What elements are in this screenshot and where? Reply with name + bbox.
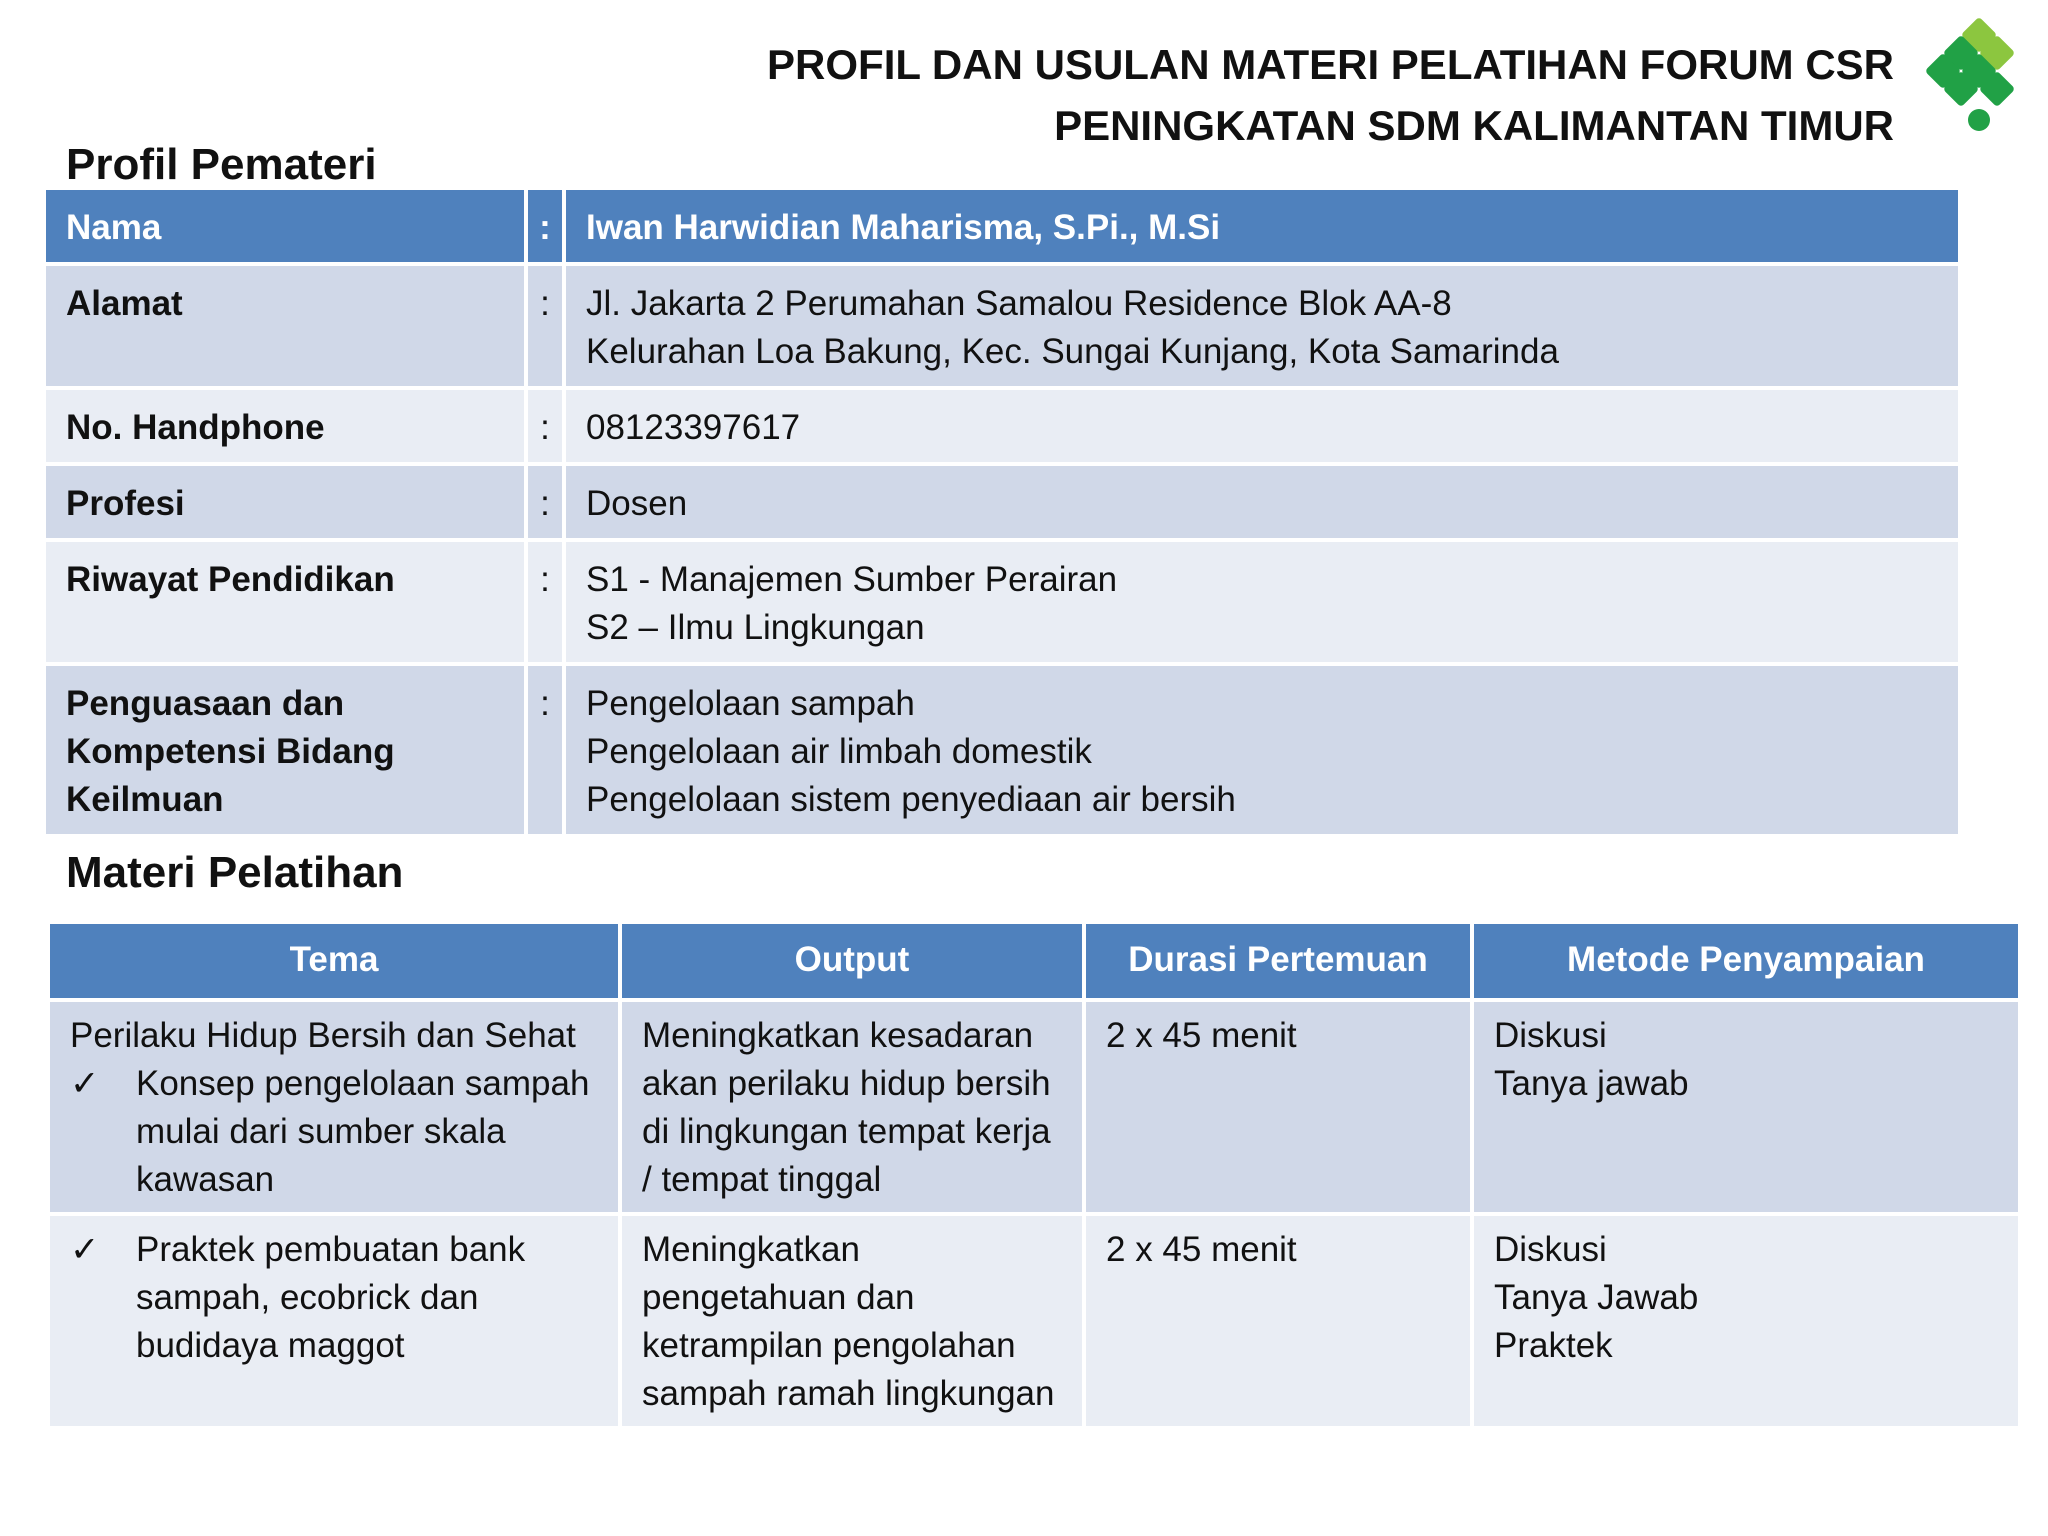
profile-value: Pengelolaan sampah Pengelolaan air limbah domestik Pengelolaan sistem penyediaan air bersih xyxy=(566,666,1958,834)
profile-value: 08123397617 xyxy=(566,390,1958,462)
check-icon: ✓ xyxy=(70,1064,100,1103)
durasi-cell: 2 x 45 menit xyxy=(1086,1216,1470,1426)
title-line-1: PROFIL DAN USULAN MATERI PELATIHAN FORUM CSR xyxy=(767,41,1894,88)
tema-item: ✓ Konsep pengelolaan sampah mulai dari sumber skala kawasan xyxy=(70,1060,598,1204)
column-header-durasi: Durasi Pertemuan xyxy=(1086,924,1470,998)
profile-label: Profesi xyxy=(46,466,524,538)
durasi-cell: 2 x 45 menit xyxy=(1086,1002,1470,1212)
profile-colon: : xyxy=(528,466,562,538)
column-header-tema: Tema xyxy=(50,924,618,998)
profile-row-kompetensi xyxy=(46,666,1958,834)
materi-table xyxy=(46,920,2022,1430)
output-cell: Meningkatkan kesadaran akan perilaku hidup bersih di lingkungan tempat kerja / tempat tinggal xyxy=(622,1002,1082,1212)
profile-value: Jl. Jakarta 2 Perumahan Samalou Residence Blok AA-8 Kelurahan Loa Bakung, Kec. Sungai Kunjang, Kota Samarinda xyxy=(566,266,1958,386)
profile-value: Iwan Harwidian Maharisma, S.Pi., M.Si xyxy=(566,190,1958,262)
profile-row-alamat xyxy=(46,266,1958,386)
materi-header-row xyxy=(50,924,2018,998)
profile-label: Nama xyxy=(46,190,524,262)
output-cell: Meningkatkan pengetahuan dan ketrampilan pengolahan sampah ramah lingkungan xyxy=(622,1216,1082,1426)
profile-label: Penguasaan dan Kompetensi Bidang Keilmuan xyxy=(46,666,524,834)
metode-cell: Diskusi Tanya Jawab Praktek xyxy=(1474,1216,2018,1426)
profile-value: Dosen xyxy=(566,466,1958,538)
profile-table xyxy=(42,186,1962,838)
profile-colon: : xyxy=(528,266,562,386)
profile-heading: Profil Pemateri xyxy=(66,140,377,189)
table-row xyxy=(50,1216,2018,1426)
profile-row-riwayat-pendidikan xyxy=(46,542,1958,662)
page-title xyxy=(767,34,1894,156)
profile-colon: : xyxy=(528,190,562,262)
profile-label: Riwayat Pendidikan xyxy=(46,542,524,662)
column-header-output: Output xyxy=(622,924,1082,998)
profile-row-profesi xyxy=(46,466,1958,538)
profile-row-nama xyxy=(46,190,1958,262)
tema-cell xyxy=(50,1002,618,1212)
check-icon: ✓ xyxy=(70,1230,100,1269)
title-line-2: PENINGKATAN SDM KALIMANTAN TIMUR xyxy=(1054,102,1894,149)
tema-cell xyxy=(50,1216,618,1426)
profile-label: Alamat xyxy=(46,266,524,386)
column-header-metode: Metode Penyampaian xyxy=(1474,924,2018,998)
profile-row-handphone xyxy=(46,390,1958,462)
tema-item: ✓ Praktek pembuatan bank sampah, ecobrick dan budidaya maggot xyxy=(70,1226,598,1370)
table-row xyxy=(50,1002,2018,1212)
profile-colon: : xyxy=(528,390,562,462)
profile-label: No. Handphone xyxy=(46,390,524,462)
materi-heading: Materi Pelatihan xyxy=(66,848,404,897)
profile-colon: : xyxy=(528,666,562,834)
tema-title: Perilaku Hidup Bersih dan Sehat xyxy=(70,1016,576,1055)
organization-logo xyxy=(1926,16,2022,136)
profile-value: S1 - Manajemen Sumber Perairan S2 – Ilmu Lingkungan xyxy=(566,542,1958,662)
metode-cell: Diskusi Tanya jawab xyxy=(1474,1002,2018,1212)
profile-colon: : xyxy=(528,542,562,662)
